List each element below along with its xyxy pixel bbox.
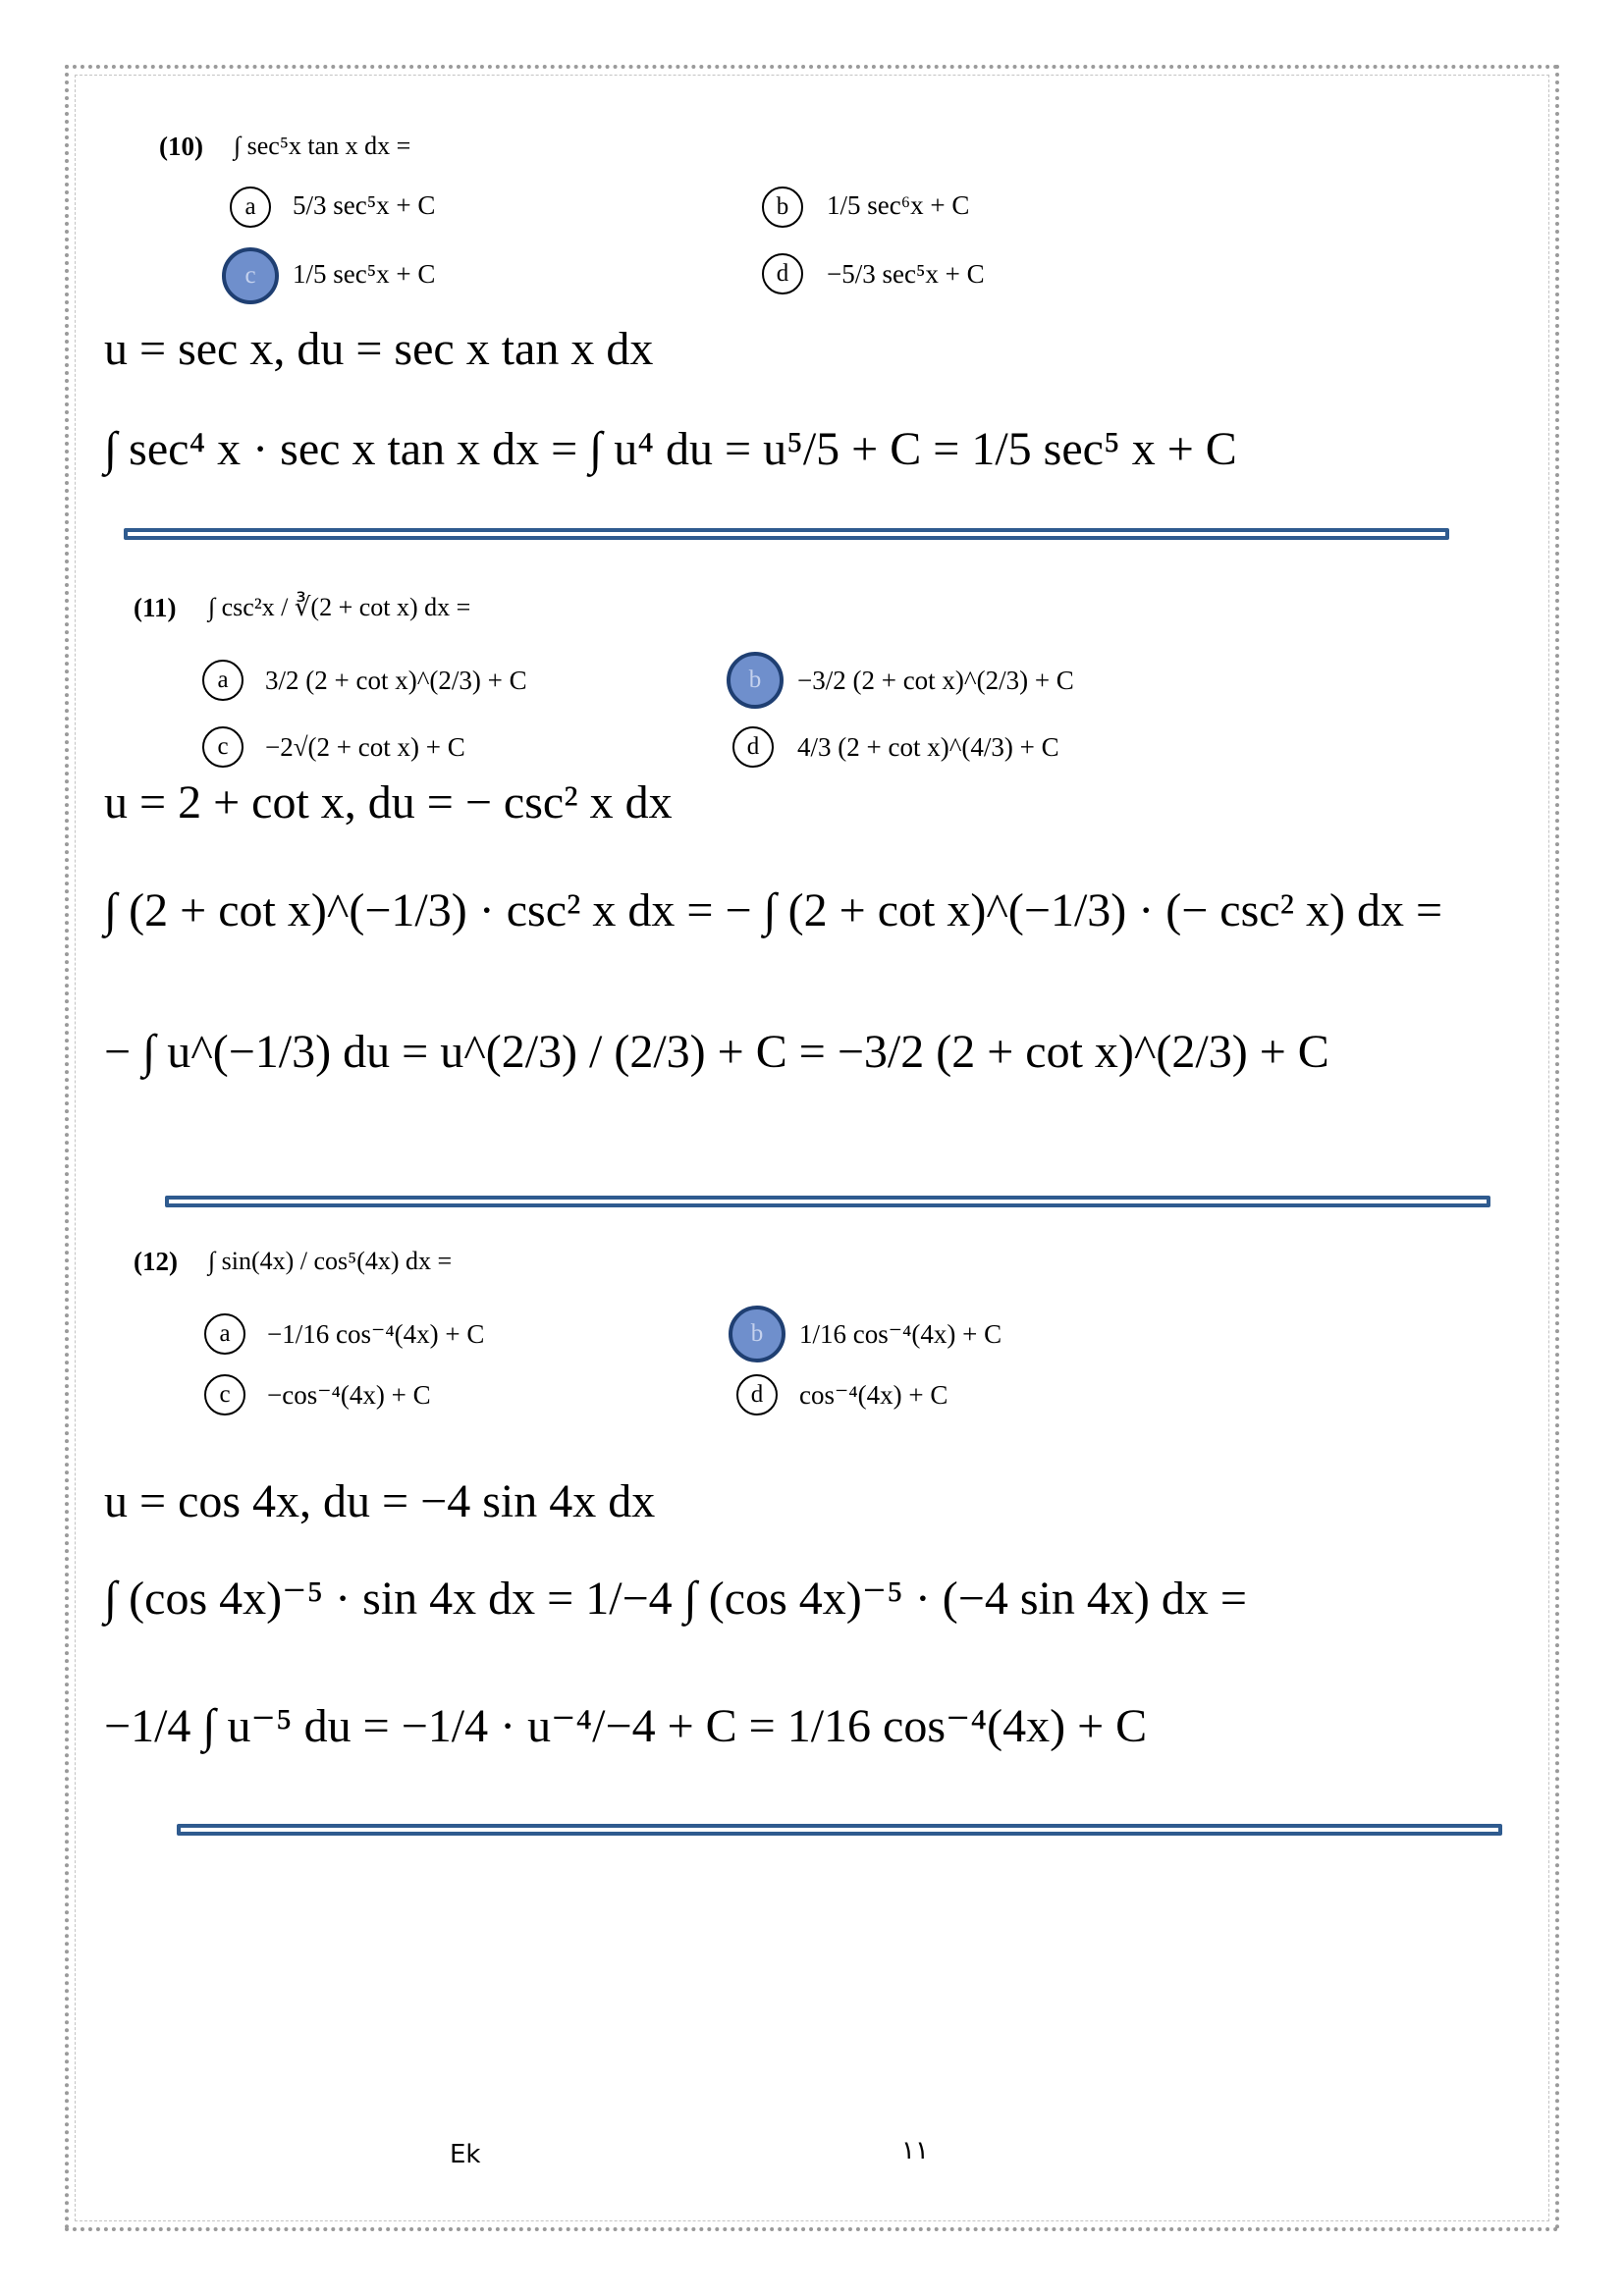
question-10-number: (10) — [159, 132, 203, 161]
question-11-solution-line-2: ∫ (2 + cot x)^(−1/3) · csc² x dx = − ∫ (2 + cot x)^(−1/3) · (− csc² x) dx = — [104, 884, 1443, 936]
question-11-option-b-bubble-selected[interactable]: b — [727, 652, 784, 709]
question-12-number: (12) — [134, 1247, 178, 1276]
question-11-option-c-bubble[interactable]: c — [202, 726, 244, 768]
question-10-prompt: ∫ sec⁵x tan x dx = — [234, 132, 411, 160]
section-divider-1 — [124, 528, 1449, 540]
question-12-option-b-text: 1/16 cos⁻⁴(4x) + C — [799, 1319, 1002, 1349]
question-12-option-d-bubble[interactable]: d — [736, 1374, 778, 1415]
question-11-option-a-text: 3/2 (2 + cot x)^(2/3) + C — [265, 666, 527, 695]
question-12-option-d-text: cos⁻⁴(4x) + C — [799, 1380, 948, 1410]
question-10-option-a-text: 5/3 sec⁵x + C — [293, 190, 436, 220]
section-divider-3 — [177, 1824, 1502, 1836]
question-11-option-c-text: −2√(2 + cot x) + C — [265, 732, 465, 762]
question-12-solution-line-3: −1/4 ∫ u⁻⁵ du = −1/4 · u⁻⁴/−4 + C = 1/16 cos⁻⁴(4x) + C — [104, 1700, 1148, 1752]
question-11-prompt: ∫ csc²x / ∛(2 + cot x) dx = — [208, 593, 471, 621]
question-10-solution-line-2: ∫ sec⁴ x · sec x tan x dx = ∫ u⁴ du = u⁵/5 + C = 1/5 sec⁵ x + C — [104, 423, 1237, 475]
question-10-solution-line-1: u = sec x, du = sec x tan x dx — [104, 323, 654, 375]
question-11-option-b-text: −3/2 (2 + cot x)^(2/3) + C — [797, 666, 1074, 695]
footer-author: Ek — [450, 2140, 481, 2169]
question-10-option-c-text: 1/5 sec⁵x + C — [293, 259, 436, 289]
question-12-option-a-bubble[interactable]: a — [204, 1313, 245, 1355]
question-11-number: (11) — [134, 593, 177, 622]
question-12-option-b-bubble-selected[interactable]: b — [729, 1306, 785, 1362]
question-11-solution-line-3: − ∫ u^(−1/3) du = u^(2/3) / (2/3) + C = −3/2 (2 + cot x)^(2/3) + C — [104, 1026, 1329, 1078]
question-12-option-a-text: −1/16 cos⁻⁴(4x) + C — [267, 1319, 485, 1349]
question-10-option-a-bubble[interactable]: a — [230, 187, 271, 228]
question-10-option-d-bubble[interactable]: d — [762, 253, 803, 294]
footer-page-number: ١١ — [901, 2136, 929, 2165]
section-divider-2 — [165, 1196, 1490, 1207]
question-12-prompt: ∫ sin(4x) / cos⁵(4x) dx = — [208, 1247, 453, 1275]
question-12-solution-line-1: u = cos 4x, du = −4 sin 4x dx — [104, 1475, 656, 1527]
question-12-solution-line-2: ∫ (cos 4x)⁻⁵ · sin 4x dx = 1/−4 ∫ (cos 4x)⁻⁵ · (−4 sin 4x) dx = — [104, 1573, 1247, 1625]
decorative-page-border — [65, 65, 1559, 2231]
question-10-option-b-bubble[interactable]: b — [762, 187, 803, 228]
question-11-option-a-bubble[interactable]: a — [202, 660, 244, 701]
question-12-option-c-bubble[interactable]: c — [204, 1374, 245, 1415]
question-11-option-d-text: 4/3 (2 + cot x)^(4/3) + C — [797, 732, 1059, 762]
question-10-option-d-text: −5/3 sec⁵x + C — [827, 259, 985, 289]
question-10-option-b-text: 1/5 sec⁶x + C — [827, 190, 970, 220]
question-11-solution-line-1: u = 2 + cot x, du = − csc² x dx — [104, 776, 673, 828]
question-11-option-d-bubble[interactable]: d — [732, 726, 774, 768]
question-12-option-c-text: −cos⁻⁴(4x) + C — [267, 1380, 431, 1410]
question-10-option-c-bubble-selected[interactable]: c — [222, 247, 279, 304]
